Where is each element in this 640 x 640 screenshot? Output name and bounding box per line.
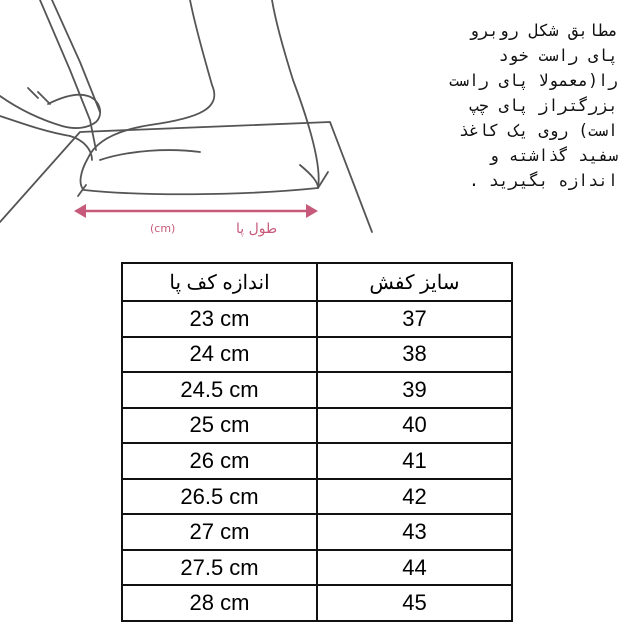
length-arrow bbox=[74, 204, 318, 218]
table-row bbox=[122, 443, 512, 479]
measurement-instructions bbox=[368, 18, 618, 193]
foot-length-cell: 25 cm bbox=[122, 408, 317, 444]
foot-measurement-illustration bbox=[0, 0, 380, 240]
foot-length-cell: 27 cm bbox=[122, 514, 317, 550]
foot-length-cell: 27.5 cm bbox=[122, 550, 317, 586]
foot-length-cell: 26 cm bbox=[122, 443, 317, 479]
shoe-size-cell: 39 bbox=[317, 372, 512, 408]
instruction-line: اندازه بگیرید . bbox=[468, 171, 618, 190]
instruction-line: مطابق شکل روبرو bbox=[468, 21, 618, 40]
table-row bbox=[122, 408, 512, 444]
instruction-line: را(معمولا پای راست bbox=[449, 71, 618, 90]
foot-length-cell: 26.5 cm bbox=[122, 479, 317, 515]
instruction-line: بزرگتراز پای چپ bbox=[468, 96, 618, 115]
shoe-size-cell: 42 bbox=[317, 479, 512, 515]
header-foot-length: اندازه کف پا bbox=[122, 263, 317, 301]
table-row bbox=[122, 585, 512, 621]
table-row bbox=[122, 479, 512, 515]
foot-length-cell: 24.5 cm bbox=[122, 372, 317, 408]
shoe-size-cell: 44 bbox=[317, 550, 512, 586]
header-shoe-size: سایز کفش bbox=[317, 263, 512, 301]
table-row bbox=[122, 301, 512, 337]
instruction-line: پای راست خود bbox=[498, 46, 618, 65]
foot-length-cell: 28 cm bbox=[122, 585, 317, 621]
table-row bbox=[122, 550, 512, 586]
shoe-size-cell: 37 bbox=[317, 301, 512, 337]
instruction-line: است) روی یک کاغذ bbox=[459, 121, 618, 140]
shoe-size-cell: 45 bbox=[317, 585, 512, 621]
measure-unit: (cm) bbox=[150, 222, 176, 235]
shoe-size-cell: 40 bbox=[317, 408, 512, 444]
table-row bbox=[122, 372, 512, 408]
table-row bbox=[122, 337, 512, 373]
measure-label: طول پا bbox=[236, 221, 278, 237]
foot-length-cell: 24 cm bbox=[122, 337, 317, 373]
foot-outline bbox=[81, 0, 319, 194]
instruction-line: سفید گذاشته و bbox=[488, 146, 618, 165]
paper-sheet bbox=[0, 122, 372, 232]
shoe-size-cell: 41 bbox=[317, 443, 512, 479]
table-header-row bbox=[122, 263, 512, 301]
foot-length-cell: 23 cm bbox=[122, 301, 317, 337]
table-row bbox=[122, 514, 512, 550]
hand-outline bbox=[0, 95, 100, 128]
size-chart-table bbox=[121, 262, 513, 622]
shoe-size-cell: 38 bbox=[317, 337, 512, 373]
shoe-size-cell: 43 bbox=[317, 514, 512, 550]
